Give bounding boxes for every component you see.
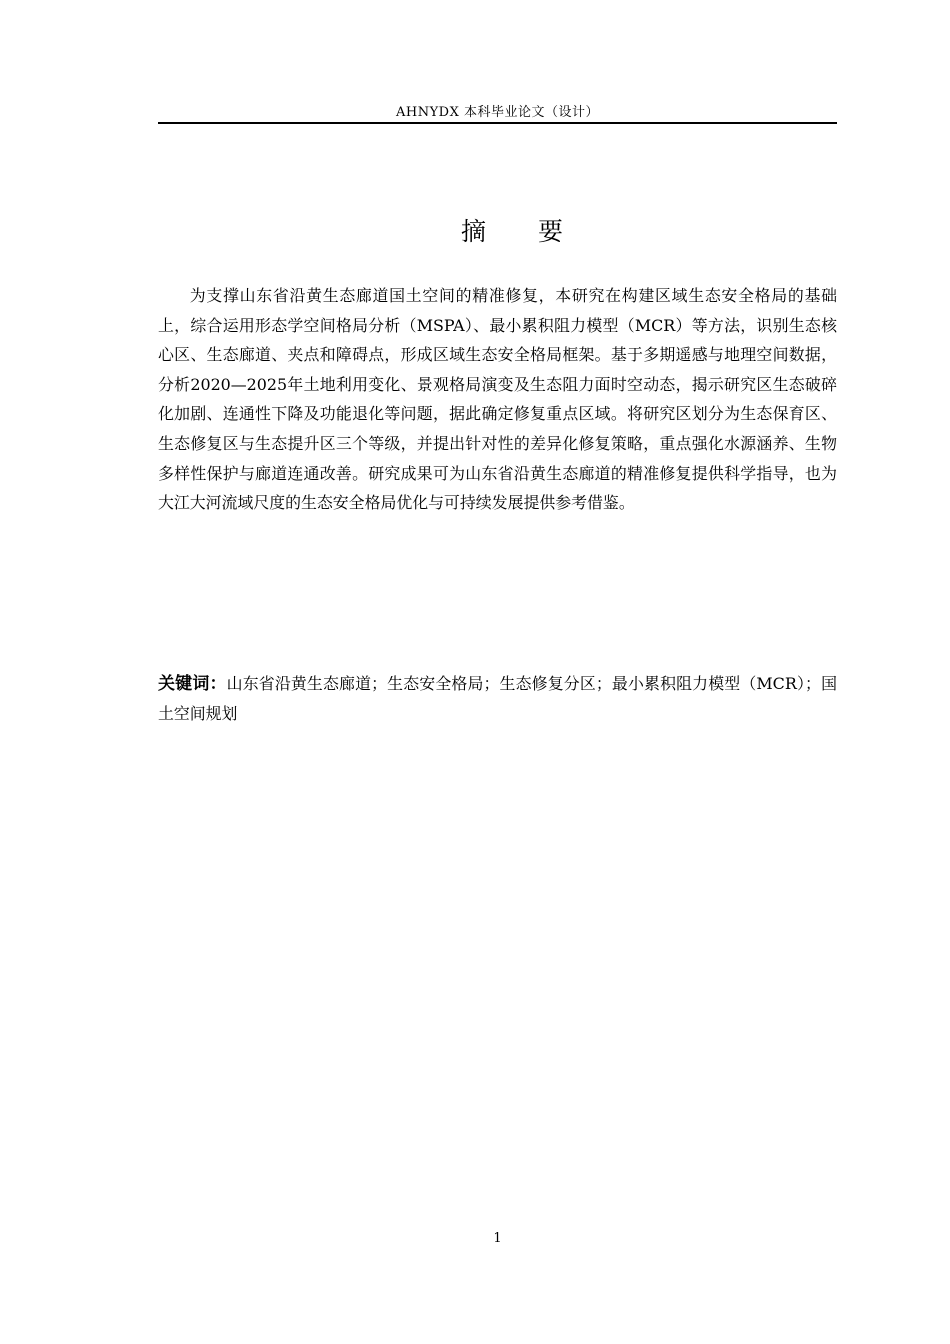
page-header: AHNYDX 本科毕业论文（设计） [396, 105, 599, 120]
header-rule [158, 122, 837, 124]
keywords-section [158, 669, 837, 729]
abstract-body: 为支撑山东省沿黄生态廊道国土空间的精准修复，本研究在构建区域生态安全格局的基础上，综合运用形态学空间格局分析（MSPA）、最小累积阻力模型（MCR）等方法，识别生态核心区、生态廊道、夹点和障碍点，形成区域生态安全格局框架。基于多期遥感与地理空间数据，分析2020—2025年土地利用变化、景观格局演变及生态阻力面时空动态，揭示研究区生态破碎化加剧、连通性下降及功能退化等问题，据此确定修复重点区域。将研究区划分为生态保育区、生态修复区与生态提升区三个等级，并提出针对性的差异化修复策略，重点强化水源涵养、生物多样性保护与廊道连通改善。研究成果可为山东省沿黄生态廊道的精准修复提供科学指导，也为大江大河流域尺度的生态安全格局优化与可持续发展提供参考借鉴。 [158, 286, 837, 513]
keywords-text: 山东省沿黄生态廊道；生态安全格局；生态修复分区；最小累积阻力模型（MCR）；国土空间规划 [158, 674, 837, 723]
page-number: 1 [493, 1231, 502, 1246]
abstract-heading: 摘 要 [461, 217, 585, 246]
keywords-label: 关键词： [158, 674, 227, 694]
